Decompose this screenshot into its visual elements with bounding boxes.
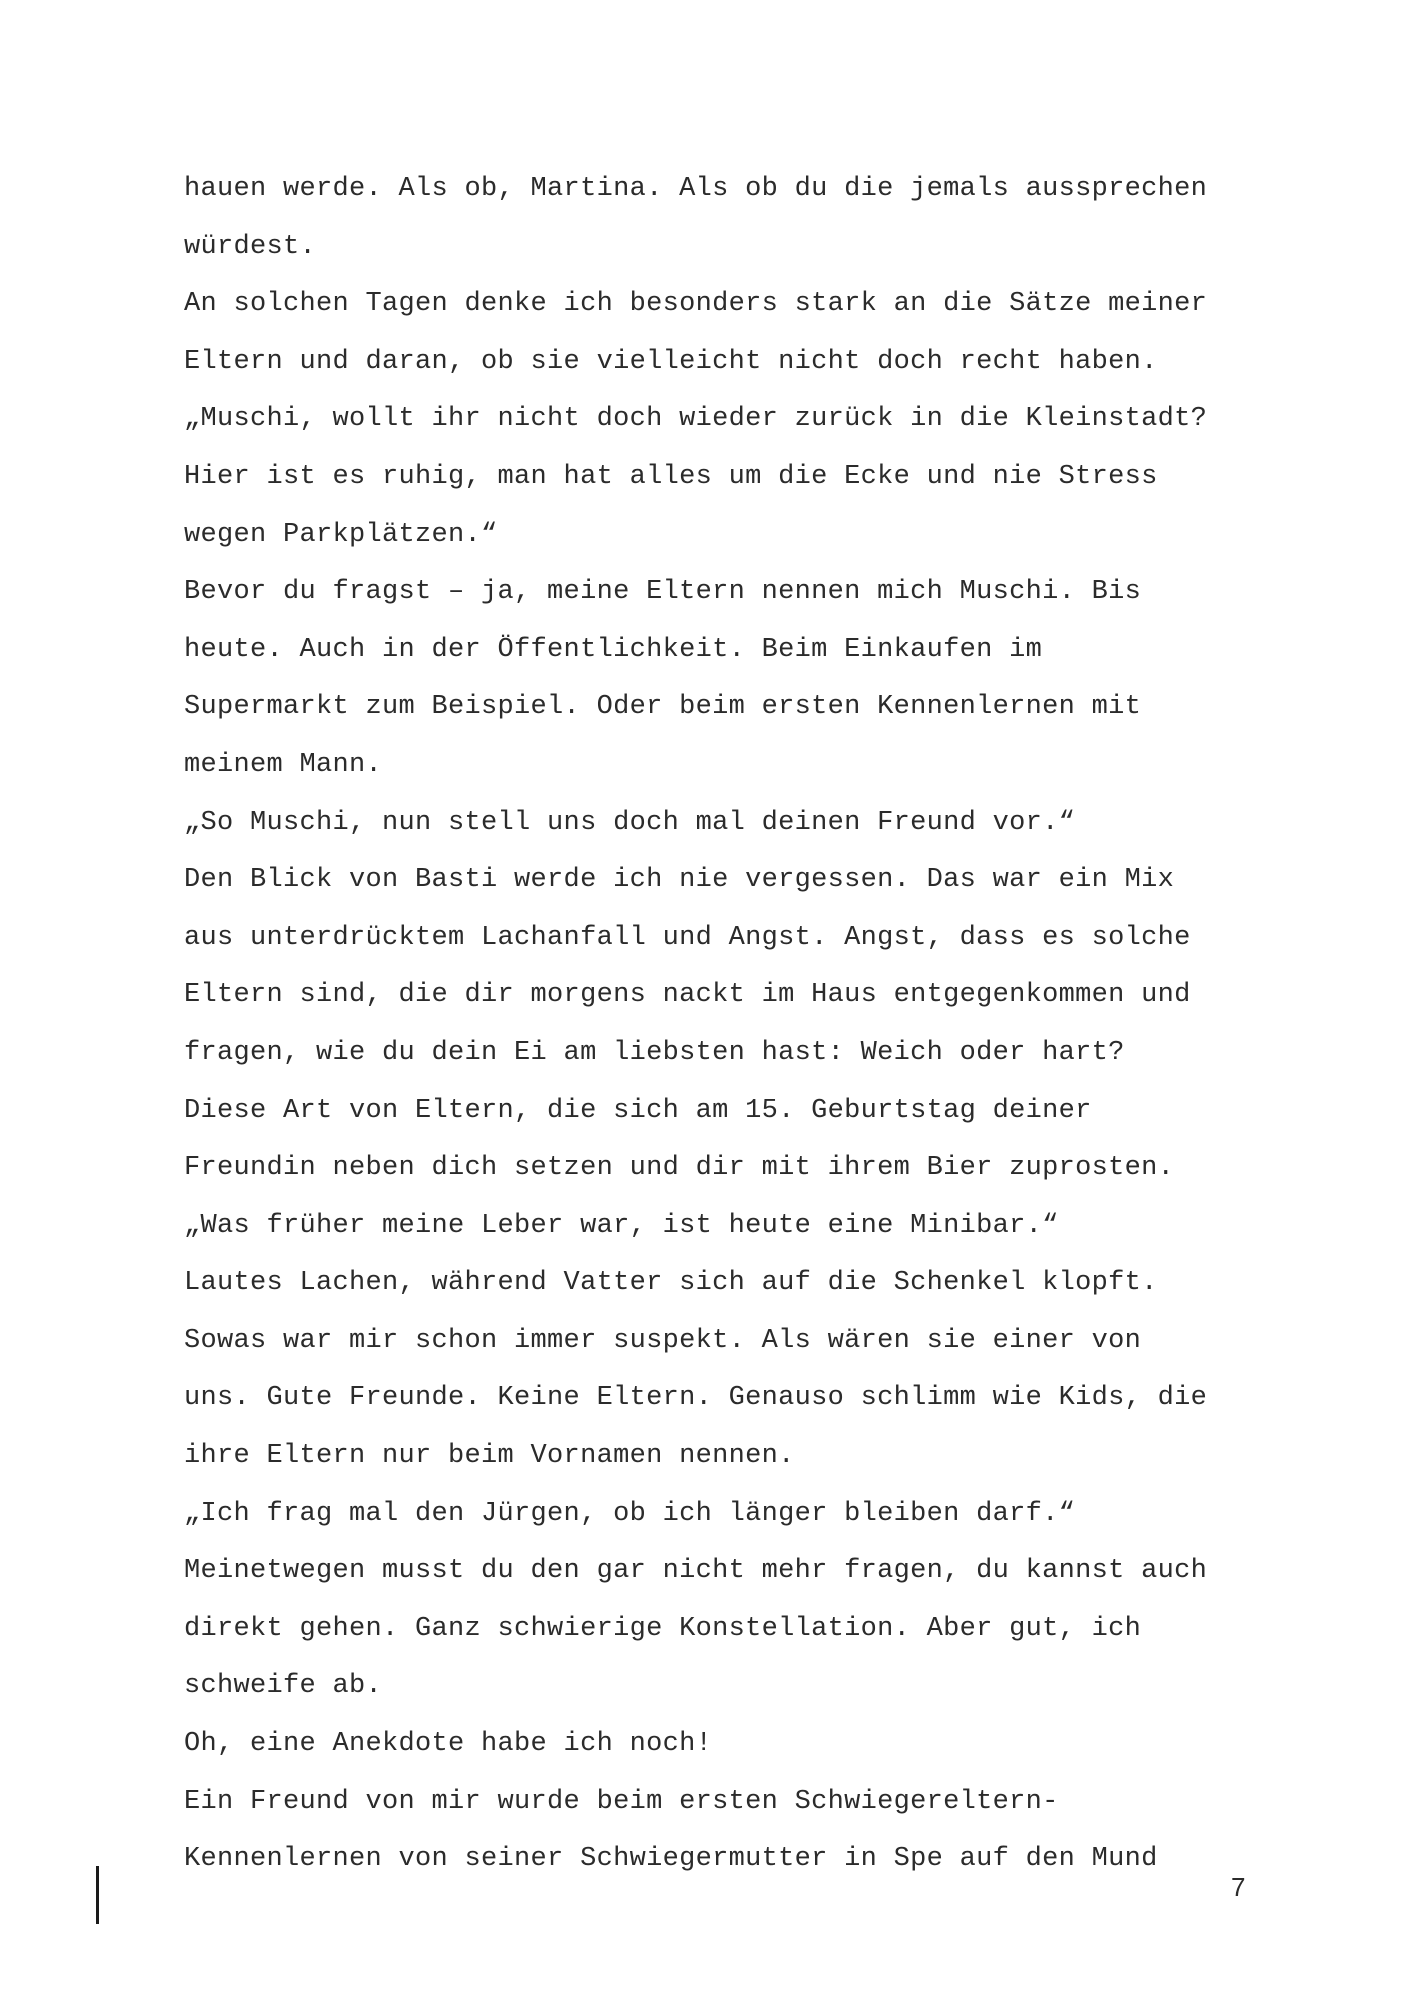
text-line: uns. Gute Freunde. Keine Eltern. Genauso schlimm wie Kids, die [184,1383,1208,1414]
body-text [184,161,1264,1889]
text-line: „Muschi, wollt ihr nicht doch wieder zurück in die Kleinstadt? [184,404,1208,435]
text-line: fragen, wie du dein Ei am liebsten hast: Weich oder hart? [184,1037,1125,1068]
text-line: „So Muschi, nun stell uns doch mal deinen Freund vor.“ [184,807,1076,838]
text-line: ihre Eltern nur beim Vornamen nennen. [184,1441,795,1472]
text-line: Eltern und daran, ob sie vielleicht nicht doch recht haben. [184,346,1158,377]
text-line: Freundin neben dich setzen und dir mit ihrem Bier zuprosten. [184,1153,1175,1184]
text-line: „Was früher meine Leber war, ist heute eine Minibar.“ [184,1210,1059,1241]
text-line: aus unterdrücktem Lachanfall und Angst. Angst, dass es solche [184,922,1191,953]
text-line: Meinetwegen musst du den gar nicht mehr fragen, du kannst auch [184,1556,1208,1587]
margin-change-bar [96,1866,99,1924]
text-line: Diese Art von Eltern, die sich am 15. Geburtstag deiner [184,1095,1092,1126]
text-line: „Ich frag mal den Jürgen, ob ich länger bleiben darf.“ [184,1498,1076,1529]
text-line: Eltern sind, die dir morgens nackt im Haus entgegenkommen und [184,980,1191,1011]
text-line: Kennenlernen von seiner Schwiegermutter in Spe auf den Mund [184,1844,1158,1875]
text-line: Sowas war mir schon immer suspekt. Als wären sie einer von [184,1325,1142,1356]
text-line: Ein Freund von mir wurde beim ersten Schwiegereltern- [184,1786,1059,1817]
page-number: 7 [1231,1872,1246,1902]
text-line: Supermarkt zum Beispiel. Oder beim ersten Kennenlernen mit [184,692,1142,723]
text-line: hauen werde. Als ob, Martina. Als ob du die jemals aussprechen [184,174,1208,204]
text-line: heute. Auch in der Öffentlichkeit. Beim Einkaufen im [184,634,1043,665]
text-line: Oh, eine Anekdote habe ich noch! [184,1729,713,1760]
text-line: direkt gehen. Ganz schwierige Konstellation. Aber gut, ich [184,1613,1142,1644]
text-line: Hier ist es ruhig, man hat alles um die Ecke und nie Stress [184,461,1158,492]
text-line: Den Blick von Basti werde ich nie vergessen. Das war ein Mix [184,865,1175,896]
text-line: Lautes Lachen, während Vatter sich auf die Schenkel klopft. [184,1268,1158,1299]
text-line: würdest. [184,231,317,262]
text-line: wegen Parkplätzen.“ [184,519,498,550]
text-line: An solchen Tagen denke ich besonders stark an die Sätze meiner [184,289,1208,320]
text-line: Bevor du fragst – ja, meine Eltern nennen mich Muschi. Bis [184,577,1142,608]
text-line: meinem Mann. [184,749,383,780]
text-line: schweife ab. [184,1671,383,1702]
